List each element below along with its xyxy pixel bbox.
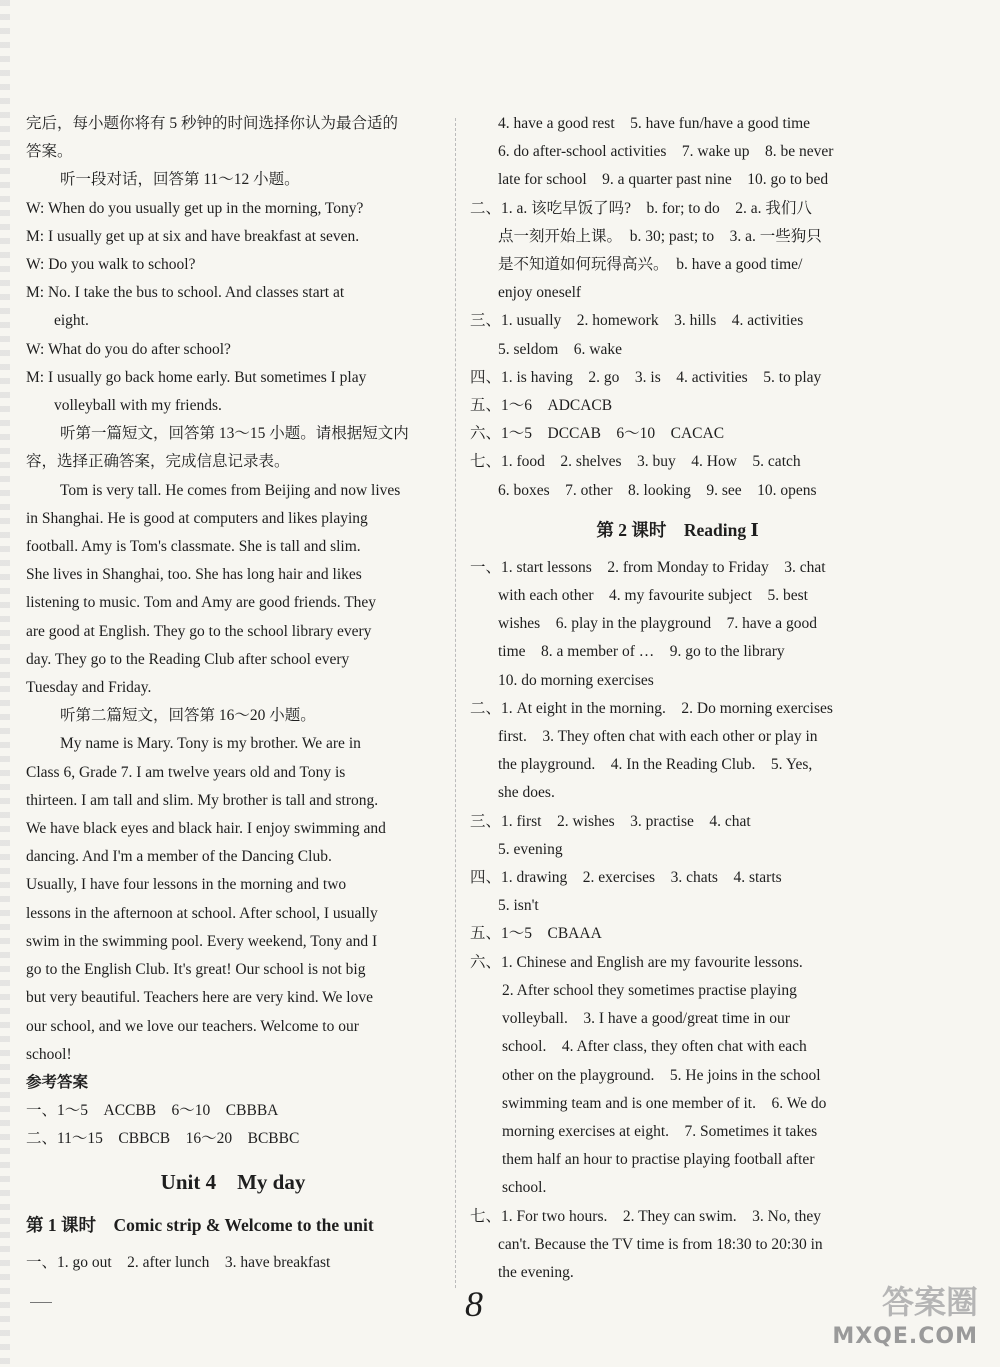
text-line: go to the English Club. It's great! Our school is not big	[26, 961, 366, 979]
answer-line: 一、1. go out 2. after lunch 3. have breakfast	[26, 1253, 331, 1271]
text-line: 四、1. drawing 2. exercises 3. chats 4. starts	[470, 869, 782, 887]
binding-margin	[0, 0, 10, 1367]
text-line: 六、1～5 DCCAB 6～10 CACAC	[470, 425, 725, 443]
watermark-bottom-text: MXQE.COM	[832, 1324, 978, 1349]
text-line: school!	[26, 1045, 72, 1063]
text-line: Tom is very tall. He comes from Beijing and now lives	[60, 481, 401, 499]
text-line: W: Do you walk to school?	[26, 256, 196, 274]
text-line: M: I usually go back home early. But sometimes I play	[26, 368, 367, 386]
text-line: 是不知道如何玩得高兴。 b. have a good time/	[498, 256, 803, 274]
lesson1-answers	[470, 110, 885, 505]
text-line: 6. boxes 7. other 8. looking 9. see 10. opens	[498, 481, 817, 499]
text-line: 一、1. start lessons 2. from Monday to Friday 3. chat	[470, 558, 826, 576]
left-column	[26, 110, 440, 1277]
text-line: We have black eyes and black hair. I enjoy swimming and	[26, 820, 386, 838]
text-line: 三、1. usually 2. homework 3. hills 4. activities	[470, 312, 804, 330]
text-line: 2. After school they sometimes practise playing	[502, 981, 797, 999]
reference-answers	[26, 1097, 440, 1153]
watermark-top-text: 答案圈	[881, 1283, 978, 1321]
text-line: school.	[502, 1179, 547, 1197]
text-line: 答案。	[26, 143, 73, 161]
text-line: in Shanghai. He is good at computers and likes playing	[26, 509, 368, 527]
text-line: 10. do morning exercises	[498, 671, 654, 689]
text-line: day. They go to the Reading Club after school every	[26, 650, 350, 668]
text-line: 点一刻开始上课。 b. 30; past; to 3. a. 一些狗只	[498, 227, 822, 245]
reference-answer-line: 一、1～5 ACCBB 6～10 CBBBA	[26, 1102, 279, 1120]
text-line: first. 3. They often chat with each other or play in	[498, 728, 818, 746]
text-line: are good at English. They go to the school library every	[26, 622, 372, 640]
text-line: 6. do after-school activities 7. wake up 8. be never	[498, 143, 834, 161]
text-line: enjoy oneself	[498, 284, 582, 302]
text-line: 听第一篇短文，回答第 13～15 小题。请根据短文内	[60, 425, 409, 443]
text-line: 4. have a good rest 5. have fun/have a good time	[498, 115, 811, 132]
lesson2-answers	[470, 554, 885, 1287]
text-line: W: When do you usually get up in the morning, Tony?	[26, 199, 364, 217]
text-line: volleyball with my friends.	[54, 397, 222, 415]
text-line: W: What do you do after school?	[26, 340, 231, 358]
listening-script	[26, 110, 440, 1069]
text-line: Usually, I have four lessons in the morning and two	[26, 876, 347, 894]
text-line: with each other 4. my favourite subject 5. best	[498, 587, 808, 605]
text-line: listening to music. Tom and Amy are good friends. They	[26, 594, 377, 612]
lesson2-title: 第 2 课时 Reading Ⅰ	[596, 519, 759, 540]
text-line: morning exercises at eight. 7. Sometimes it takes	[502, 1122, 818, 1140]
text-line: she does.	[498, 784, 555, 802]
text-line: dancing. And I'm a member of the Dancing Club.	[26, 848, 332, 866]
text-line: 六、1. Chinese and English are my favourite lessons.	[470, 953, 803, 971]
footer-rule	[30, 1302, 52, 1303]
text-line: football. Amy is Tom's classmate. She is tall and slim.	[26, 538, 361, 556]
text-line: the evening.	[498, 1263, 574, 1281]
text-line: 五、1～6 ADCACB	[470, 397, 613, 415]
text-line: swimming team and is one member of it. 6. We do	[502, 1094, 827, 1112]
text-line: them half an hour to practise playing football after	[502, 1151, 815, 1169]
text-line: 完后，每小题你将有 5 秒钟的时间选择你认为最合适的	[26, 115, 399, 132]
text-line: but very beautiful. Teachers here are very kind. We love	[26, 989, 373, 1007]
text-line: 二、1. At eight in the morning. 2. Do morning exercises	[470, 699, 833, 717]
text-line: eight.	[54, 312, 89, 330]
text-line: volleyball. 3. I have a good/great time in our	[502, 1010, 790, 1028]
text-line: 5. isn't	[498, 897, 539, 915]
text-line: 七、1. food 2. shelves 3. buy 4. How 5. catch	[470, 453, 801, 471]
text-line: school. 4. After class, they often chat with each	[502, 1038, 807, 1056]
text-line: 四、1. is having 2. go 3. is 4. activities 5. to play	[470, 368, 822, 386]
text-line: 二、1. a. 该吃早饭了吗? b. for; to do 2. a. 我们八	[470, 199, 812, 217]
text-line: 五、1～5 CBAAA	[470, 925, 602, 943]
text-line: 三、1. first 2. wishes 3. practise 4. chat	[470, 812, 751, 830]
text-line: 5. seldom 6. wake	[498, 340, 622, 358]
column-divider	[455, 118, 456, 1288]
text-line: lessons in the afternoon at school. After school, I usually	[26, 904, 378, 922]
text-line: Tuesday and Friday.	[26, 679, 152, 697]
text-line: time 8. a member of … 9. go to the library	[498, 643, 785, 661]
text-line: swim in the swimming pool. Every weekend, Tony and I	[26, 932, 378, 950]
text-line: M: No. I take the bus to school. And classes start at	[26, 284, 345, 302]
text-line: M: I usually get up at six and have breakfast at seven.	[26, 227, 360, 245]
text-line: late for school 9. a quarter past nine 10. go to bed	[498, 171, 829, 189]
text-line: other on the playground. 5. He joins in the school	[502, 1066, 821, 1084]
text-line: 听第二篇短文，回答第 16～20 小题。	[60, 707, 316, 725]
right-column	[470, 110, 885, 1287]
text-line: our school, and we love our teachers. Welcome to our	[26, 1017, 359, 1035]
text-line: wishes 6. play in the playground 7. have a good	[498, 615, 817, 633]
text-line: 七、1. For two hours. 2. They can swim. 3. No, they	[470, 1207, 822, 1225]
unit-title: Unit 4 My day	[160, 1169, 306, 1194]
text-line: She lives in Shanghai, too. She has long hair and likes	[26, 566, 362, 584]
text-line: can't. Because the TV time is from 18:30 to 20:30 in	[498, 1235, 823, 1253]
reference-answer-line: 二、11～15 CBBCB 16～20 BCBBC	[26, 1130, 300, 1148]
text-line: 5. evening	[498, 840, 563, 858]
text-line: Class 6, Grade 7. I am twelve years old and Tony is	[26, 763, 346, 781]
text-line: 听一段对话，回答第 11～12 小题。	[60, 171, 300, 189]
text-line: thirteen. I am tall and slim. My brother is tall and strong.	[26, 791, 379, 809]
text-line: My name is Mary. Tony is my brother. We are in	[60, 735, 361, 753]
page-number: 8	[465, 1284, 483, 1324]
watermark-logo	[832, 1283, 990, 1359]
reference-answers-heading: 参考答案	[26, 1073, 89, 1091]
text-line: the playground. 4. In the Reading Club. 5. Yes,	[498, 756, 813, 774]
lesson-title: 第 1 课时 Comic strip & Welcome to the unit	[26, 1214, 374, 1235]
text-line: 容，选择正确答案，完成信息记录表。	[26, 453, 290, 471]
